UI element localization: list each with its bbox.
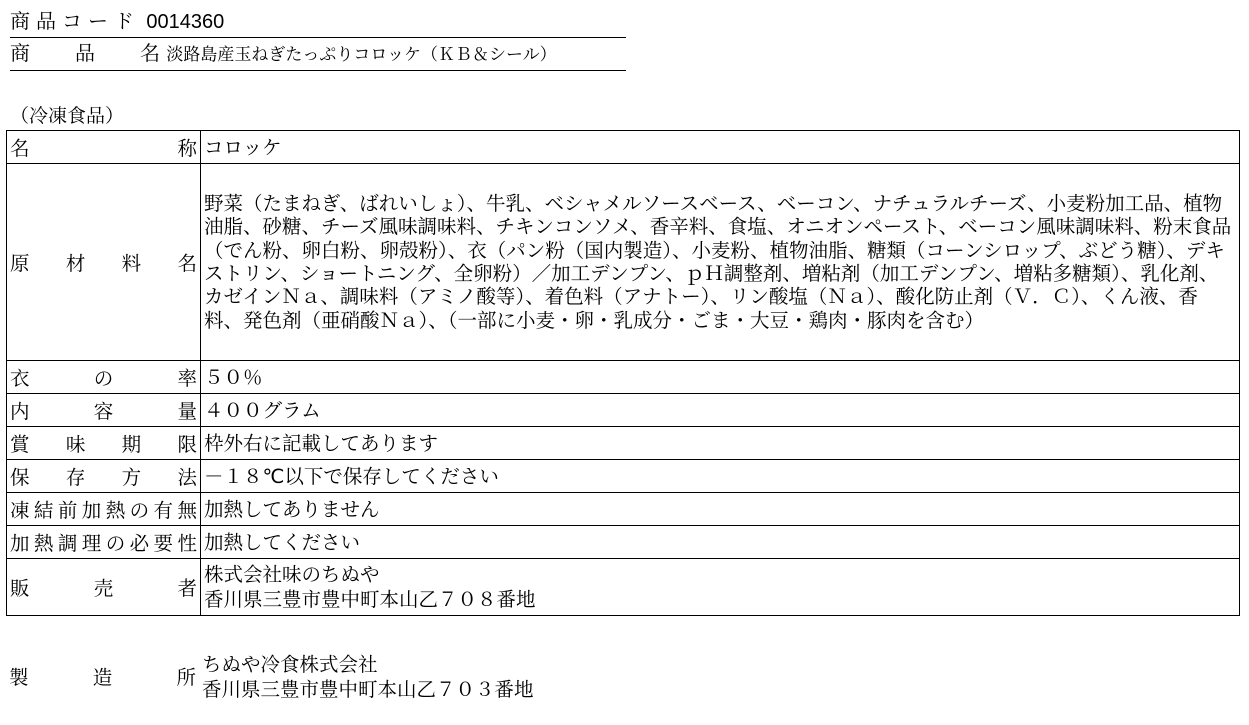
product-code-line [10, 8, 626, 38]
product-code-value: 0014360 [146, 11, 225, 33]
row-label-precook: 凍結前加熱の有無 [7, 493, 201, 526]
row-label-ingredients: 原材料名 [7, 164, 201, 361]
product-name-label: 商品名 [10, 41, 160, 65]
manufacturer-block [6, 652, 1240, 702]
manufacturer-company: ちぬや冷食株式会社 [202, 653, 378, 676]
row-value-batter-ratio: ５０％ [201, 361, 1240, 394]
row-value-precook: 加熱してありません [201, 493, 1240, 526]
table-row [7, 394, 1240, 427]
row-label-name: 名称 [7, 131, 201, 164]
row-label-net-weight: 内容量 [7, 394, 201, 427]
manufacturer-label: 製造所 [9, 665, 196, 689]
table-row [7, 559, 1240, 616]
row-value-ingredients: 野菜（たまねぎ、ばれいしょ）、牛乳、ベシャメルソースベース、ベーコン、ナチュラルチーズ、小麦粉加工品、植物油脂、砂糖、チーズ風味調味料、チキンコンソメ、香辛料、食塩、オニオンペースト、ベーコン風味調味料、粉末食品（でん粉、卵白粉、卵殻粉）、衣（パン粉（国内製造）、小麦粉、植物油脂、糖類（コーンシロップ、ぶどう糖）、デキストリン、ショートニング、全卵粉）／加工デンプン、ｐＨ調整剤、増粘剤（加工デンプン、増粘多糖類）、乳化剤、カゼインＮａ、調味料（アミノ酸等）、着色料（アナトー）、リン酸塩（Ｎａ）、酸化防止剤（Ｖ．Ｃ）、くん液、香料、発色剤（亜硝酸Ｎａ）、（一部に小麦・卵・乳成分・ごま・大豆・鶏肉・豚肉を含む） [201, 164, 1240, 361]
product-code-label: 商品コード [10, 9, 140, 33]
row-value-cooking: 加熱してください [201, 526, 1240, 559]
food-category: （冷凍食品） [10, 105, 125, 127]
row-value-storage: －１８℃以下で保存してください [201, 460, 1240, 493]
row-label-batter-ratio: 衣の率 [7, 361, 201, 394]
row-value-net-weight: ４００グラム [201, 394, 1240, 427]
row-label-seller: 販売者 [7, 559, 201, 616]
table-row [7, 164, 1240, 361]
seller-company: 株式会社味のちぬや [204, 563, 380, 586]
row-label-cooking: 加熱調理の必要性 [7, 526, 201, 559]
product-name-value: 淡路島産玉ねぎたっぷりコロッケ（ＫＢ＆シール） [166, 45, 557, 65]
table-row [7, 131, 1240, 164]
table-row [7, 493, 1240, 526]
row-label-best-before: 賞味期限 [7, 427, 201, 460]
table-row [7, 526, 1240, 559]
label-info-table [6, 130, 1240, 616]
table-row [7, 460, 1240, 493]
manufacturer-value [199, 652, 537, 702]
row-value-seller [201, 559, 1240, 616]
seller-address: 香川県三豊市豊中町本山乙７０８番地 [204, 588, 536, 611]
row-label-storage: 保存方法 [7, 460, 201, 493]
table-row [7, 427, 1240, 460]
table-row [7, 361, 1240, 394]
manufacturer-address: 香川県三豊市豊中町本山乙７０３番地 [202, 678, 534, 701]
product-name-line [10, 40, 626, 71]
row-value-best-before: 枠外右に記載してあります [201, 427, 1240, 460]
row-value-name: コロッケ [201, 131, 1240, 164]
manufacturer-label-cell [6, 652, 199, 702]
